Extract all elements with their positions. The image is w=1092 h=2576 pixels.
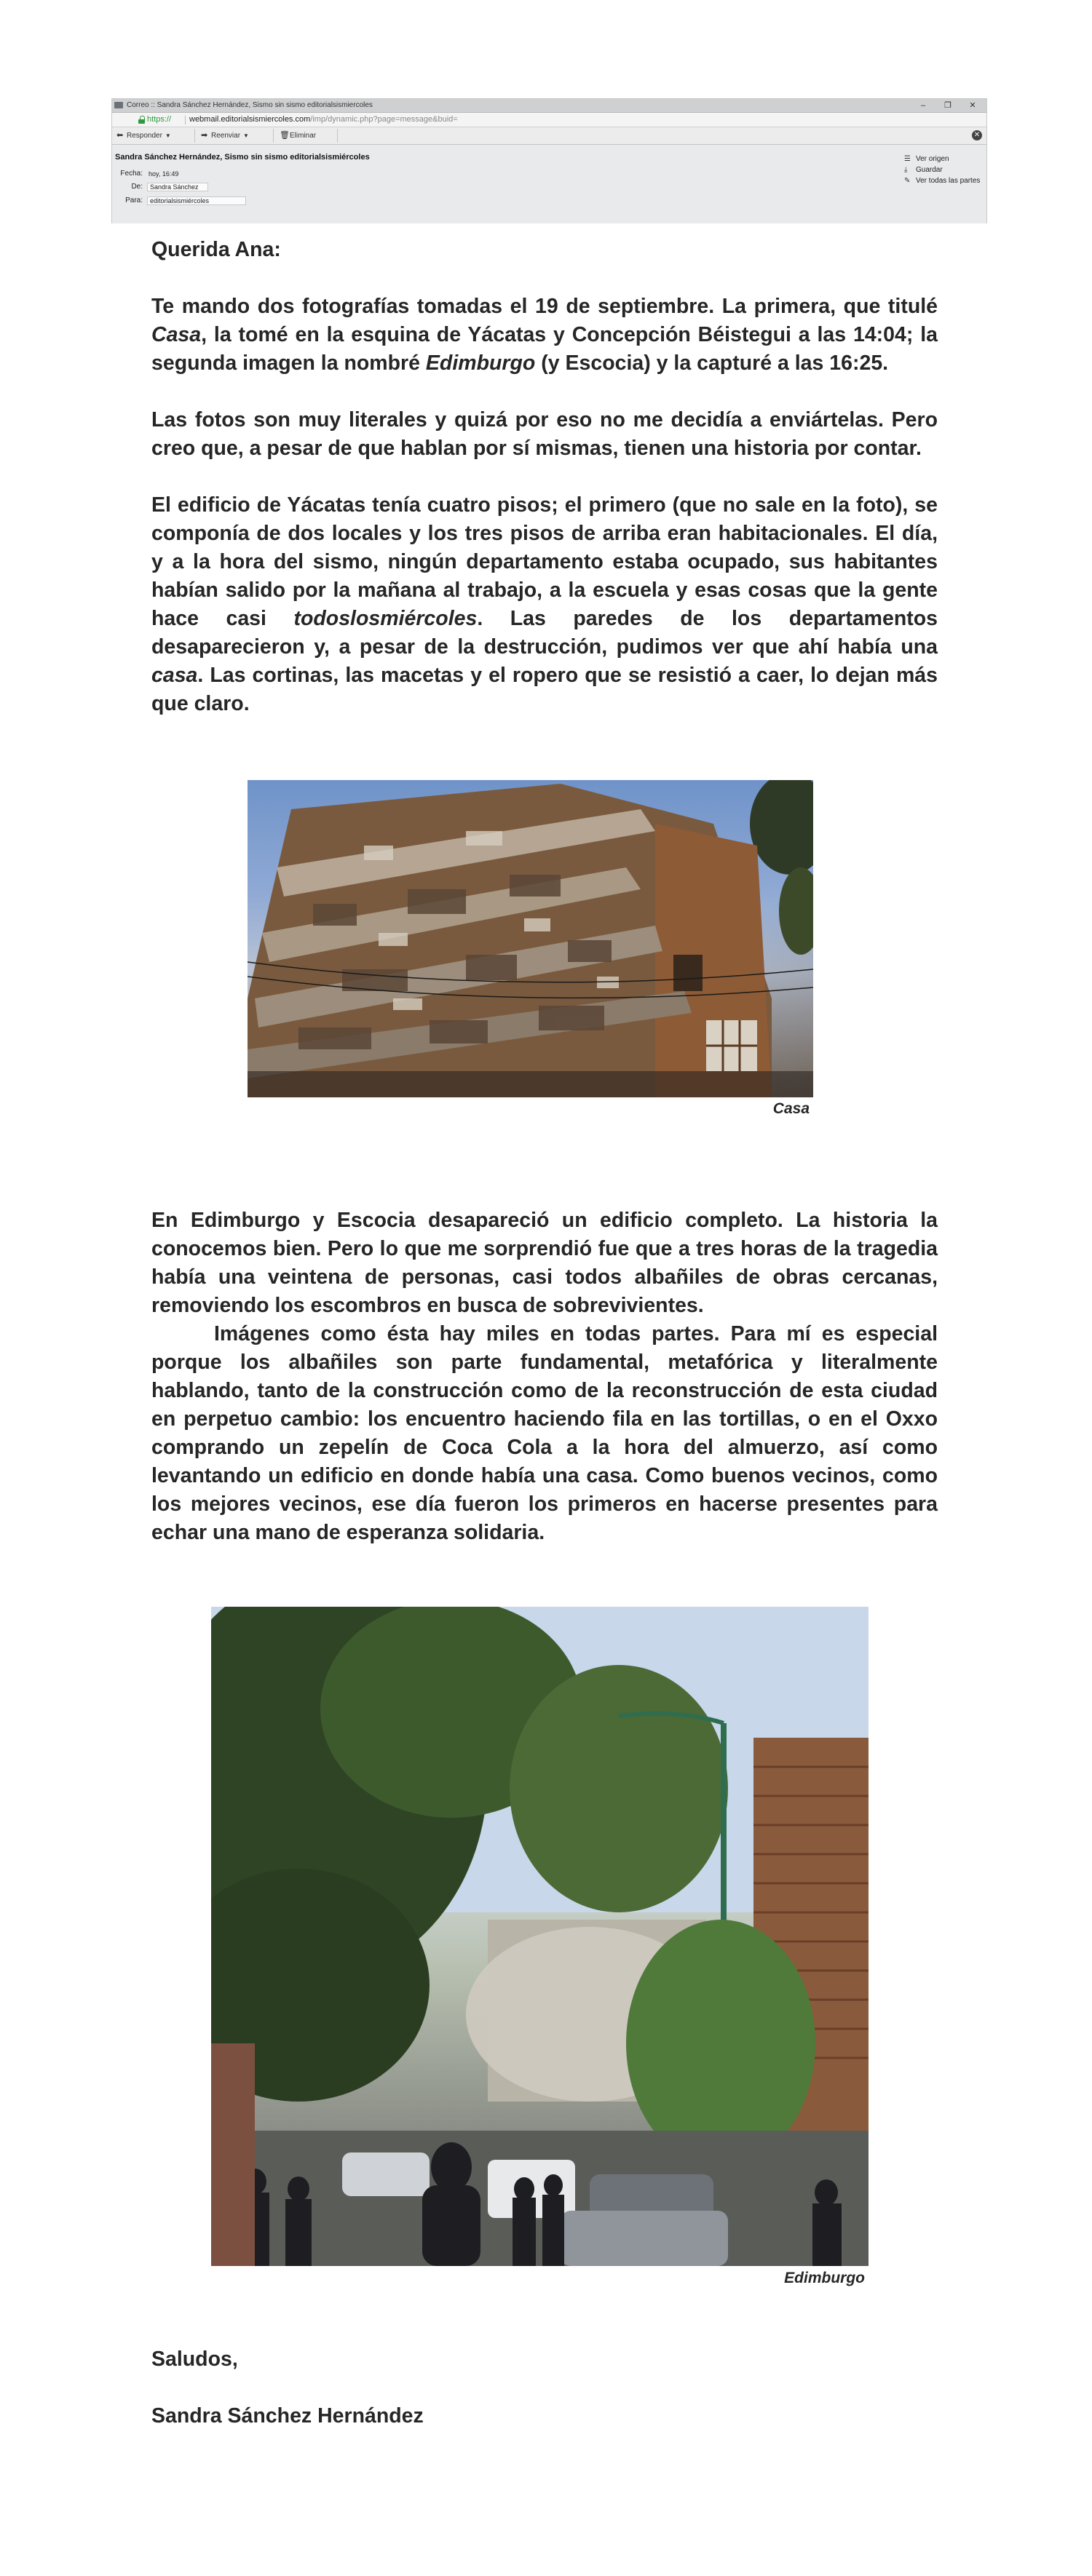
- reply-button[interactable]: [114, 129, 195, 143]
- url-text[interactable]: [189, 113, 458, 127]
- closing: Saludos,: [151, 2348, 238, 2371]
- lock-icon: [138, 116, 145, 123]
- p3-text-e: . Las cortinas, las macetas y el ropero que se resistió a caer, lo dejan más que claro.: [151, 664, 938, 715]
- save-link[interactable]: [904, 166, 943, 174]
- p2-text: Las fotos son muy literales y quizá por eso no me decidía a enviártelas. Pero creo que, a pesar de que hablan por sí mismas, tienen una historia por contar.: [151, 408, 938, 460]
- p3-italic-casa: casa: [151, 664, 198, 687]
- address-bar[interactable]: [112, 113, 986, 127]
- p3-text-c: . Las paredes de los departamentos desaparecieron y, a pesar de la destrucción, pudimos ver que ahí había una: [151, 607, 938, 659]
- url-protocol: https://: [147, 115, 172, 124]
- message-header: [112, 145, 986, 223]
- signature: Sandra Sánchez Hernández: [151, 2404, 424, 2428]
- p1-text-a: Te mando dos fotografías tomadas el 19 de septiembre. La primera, que titulé: [151, 295, 938, 318]
- view-source-label: Ver origen: [916, 155, 949, 163]
- paragraph-yacatas: [151, 491, 938, 718]
- caption-edimburgo: Edimburgo: [784, 2270, 865, 2286]
- minimize-icon[interactable]: –: [920, 101, 926, 110]
- save-label: Guardar: [916, 166, 943, 174]
- view-all-parts-label: Ver todas las partes: [916, 177, 981, 185]
- p5-text: Imágenes como ésta hay miles en todas partes. Para mí es especial porque los albañiles son parte fundamental, metafórica y literalmente hablando, tanto de la construcción como de la reconstrucción de esta ciudad en perpetuo cambio: los encuentro haciendo fila en las tortillas, o en el Oxxo comprando un zepelín de Coca Cola a la hora del almuerzo, así como levantando un edificio en donde había una casa. Como buenos vecinos, como los mejores vecinos, ese día fueron los primeros en hacerse presentes para echar una mano de esperanza solidaria.: [151, 1322, 938, 1544]
- date-label: Fecha:: [120, 170, 143, 178]
- p1-title-casa: Casa: [151, 323, 202, 346]
- delete-label: Eliminar: [290, 132, 317, 140]
- chevron-down-icon[interactable]: ▼: [243, 132, 249, 139]
- restore-icon[interactable]: ❐: [944, 101, 951, 110]
- to-value[interactable]: editorialsismiércoles: [147, 196, 246, 205]
- reply-label: Responder: [127, 132, 162, 140]
- photo-casa: [248, 780, 813, 1097]
- webmail-window: [111, 98, 987, 223]
- photo-edimburgo: [211, 1607, 869, 2266]
- date-value: hoy, 16:49: [149, 170, 179, 178]
- window-title: Correo :: Sandra Sánchez Hernández, Sismo sin sismo editorialsismiercoles: [127, 101, 373, 109]
- paragraph-edimburgo: [151, 1206, 938, 1547]
- forward-label: Reenviar: [211, 132, 241, 140]
- chevron-down-icon[interactable]: ▼: [165, 132, 171, 139]
- mail-favicon-icon: [114, 102, 123, 108]
- to-label: Para:: [125, 196, 143, 204]
- caption-casa: Casa: [772, 1100, 810, 1117]
- from-label: De:: [131, 183, 143, 191]
- trash-icon: 🗑: [280, 131, 290, 140]
- url-path: /imp/dynamic.php?page=message&buid=: [310, 115, 458, 124]
- p1-text-e: (y Escocia) y la capturé a las 16:25.: [535, 351, 889, 375]
- message-toolbar: [112, 127, 986, 145]
- view-source-link[interactable]: [904, 155, 949, 163]
- p1-title-edimburgo: Edimburgo: [425, 351, 536, 375]
- from-value[interactable]: Sandra Sánchez: [147, 183, 208, 191]
- p4-text: En Edimburgo y Escocia desapareció un edificio completo. La historia la conocemos bien. Pero lo que me sorprendió fue que a tres horas de la tragedia había una veintena de personas, casi todos albañiles de obras cercanas, removiendo los escombros en busca de sobrevivientes.: [151, 1209, 938, 1317]
- paragraph-intro: [151, 293, 938, 378]
- window-titlebar: [112, 99, 986, 113]
- address-separator: [185, 116, 186, 124]
- download-icon: ⤓: [904, 166, 908, 174]
- forward-button[interactable]: [198, 129, 274, 143]
- message-subject: Sandra Sánchez Hernández, Sismo sin sismo editorialsismiércoles: [115, 153, 370, 162]
- close-message-icon[interactable]: ✕: [972, 130, 982, 140]
- delete-button[interactable]: [277, 129, 338, 143]
- letter-greeting: Querida Ana:: [151, 238, 281, 261]
- url-host: webmail.editorialsismiercoles.com: [189, 115, 311, 124]
- p1-text-c: , la tomé en la esquina de Yácatas y Concepción Béistegui a las 14:04; la segunda imagen la nombré: [151, 323, 938, 375]
- p3-italic-todoslosmiercoles: todoslosmiércoles: [293, 607, 478, 630]
- paragraph-photos: [151, 406, 938, 463]
- list-icon: ☰: [904, 155, 911, 163]
- forward-arrow-icon: ➡: [201, 131, 208, 140]
- reply-arrow-icon: ⬅: [116, 131, 124, 140]
- close-window-icon[interactable]: ✕: [969, 101, 976, 110]
- paperclip-icon: ✎: [904, 177, 911, 185]
- p3-text-a: El edificio de Yácatas tenía cuatro pisos; el primero (que no sale en la foto), se componía de dos locales y los tres pisos de arriba eran habitacionales. El día, y a la hora del sismo, ningún departamento estaba ocupado, sus habitantes habían salido por la mañana al trabajo, a la escuela y esas cosas que la gente hace casi: [151, 493, 938, 630]
- view-all-parts-link[interactable]: [904, 177, 980, 185]
